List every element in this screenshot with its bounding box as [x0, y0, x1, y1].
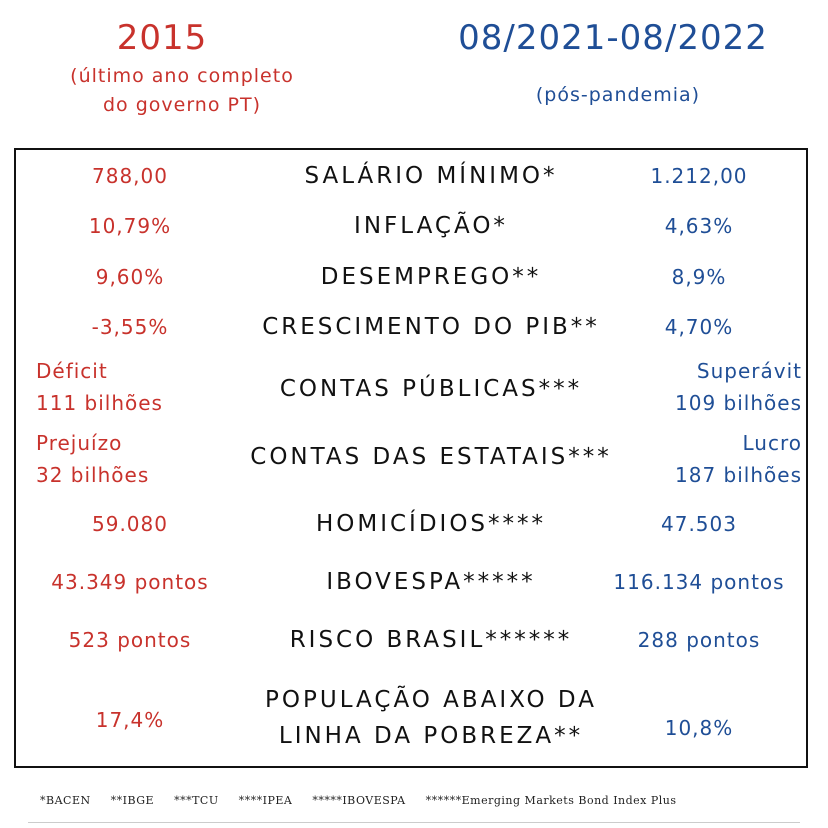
indicator-label: HOMICÍDIOS****: [315, 511, 547, 537]
indicator-label: CONTAS PÚBLICAS***: [279, 376, 583, 402]
indicator-label: CONTAS DAS ESTATAIS***: [250, 444, 612, 470]
value-2022-line-1: Superávit: [696, 359, 802, 383]
value-2015: [16, 355, 206, 419]
value-2022: 8,9%: [671, 265, 727, 289]
value-2022: 47.503: [661, 512, 737, 536]
right-period-range: 08/2021-08/2022: [458, 18, 768, 58]
value-2015: -3,55%: [91, 315, 169, 339]
value-2015: [16, 427, 206, 491]
value-2015: 43.349 pontos: [51, 570, 209, 594]
value-2022-line-2: 109 bilhões: [675, 391, 802, 415]
indicator-label: INFLAÇÃO*: [354, 213, 508, 239]
value-2022: 4,70%: [664, 315, 734, 339]
value-2022: 116.134 pontos: [613, 570, 785, 594]
value-2022: [616, 427, 802, 491]
source-tcu: ***TCU: [174, 794, 219, 807]
value-2015-line-2: 32 bilhões: [36, 463, 150, 487]
value-2015-line-2: 111 bilhões: [36, 391, 163, 415]
comparison-table: [14, 148, 808, 768]
value-2015: 788,00: [92, 164, 168, 188]
value-2015: 523 pontos: [68, 628, 192, 652]
value-2015: 17,4%: [95, 708, 165, 732]
value-2015-line-1: Déficit: [36, 359, 108, 383]
value-2022: 10,8%: [664, 716, 734, 740]
left-subtitle-line-1: (último ano completo: [70, 65, 294, 87]
source-bacen: *BACEN: [40, 794, 91, 807]
value-2022-line-1: Lucro: [742, 431, 802, 455]
value-2022-line-2: 187 bilhões: [675, 463, 802, 487]
footer-divider: [28, 822, 800, 823]
value-2015-line-1: Prejuízo: [36, 431, 123, 455]
left-subtitle-line-2: do governo PT): [102, 94, 261, 116]
indicator-label: SALÁRIO MÍNIMO*: [304, 163, 558, 189]
value-2022: 4,63%: [664, 214, 734, 238]
value-2015: 59.080: [92, 512, 168, 536]
value-2022: 1.212,00: [650, 164, 748, 188]
indicator-label: DESEMPREGO**: [320, 264, 542, 290]
left-period-year: 2015: [116, 18, 208, 58]
indicator-label-line-2: LINHA DA POBREZA**: [278, 723, 584, 749]
sources-footer: [40, 794, 800, 807]
source-embi: ******Emerging Markets Bond Index Plus: [425, 794, 677, 807]
indicator-label: RISCO BRASIL******: [289, 627, 573, 653]
source-ipea: ****IPEA: [238, 794, 293, 807]
right-period-subtitle: (pós-pandemia): [535, 84, 701, 106]
indicator-label: IBOVESPA*****: [326, 569, 536, 595]
value-2022: [616, 355, 802, 419]
value-2015: 10,79%: [88, 214, 172, 238]
value-2022: 288 pontos: [637, 628, 761, 652]
indicator-label-line-1: POPULAÇÃO ABAIXO DA: [265, 687, 597, 713]
value-2015: 9,60%: [95, 265, 165, 289]
source-ibovespa: *****IBOVESPA: [312, 794, 406, 807]
indicator-label: CRESCIMENTO DO PIB**: [262, 314, 600, 340]
source-ibge: **IBGE: [110, 794, 155, 807]
left-period-subtitle: [22, 62, 342, 120]
